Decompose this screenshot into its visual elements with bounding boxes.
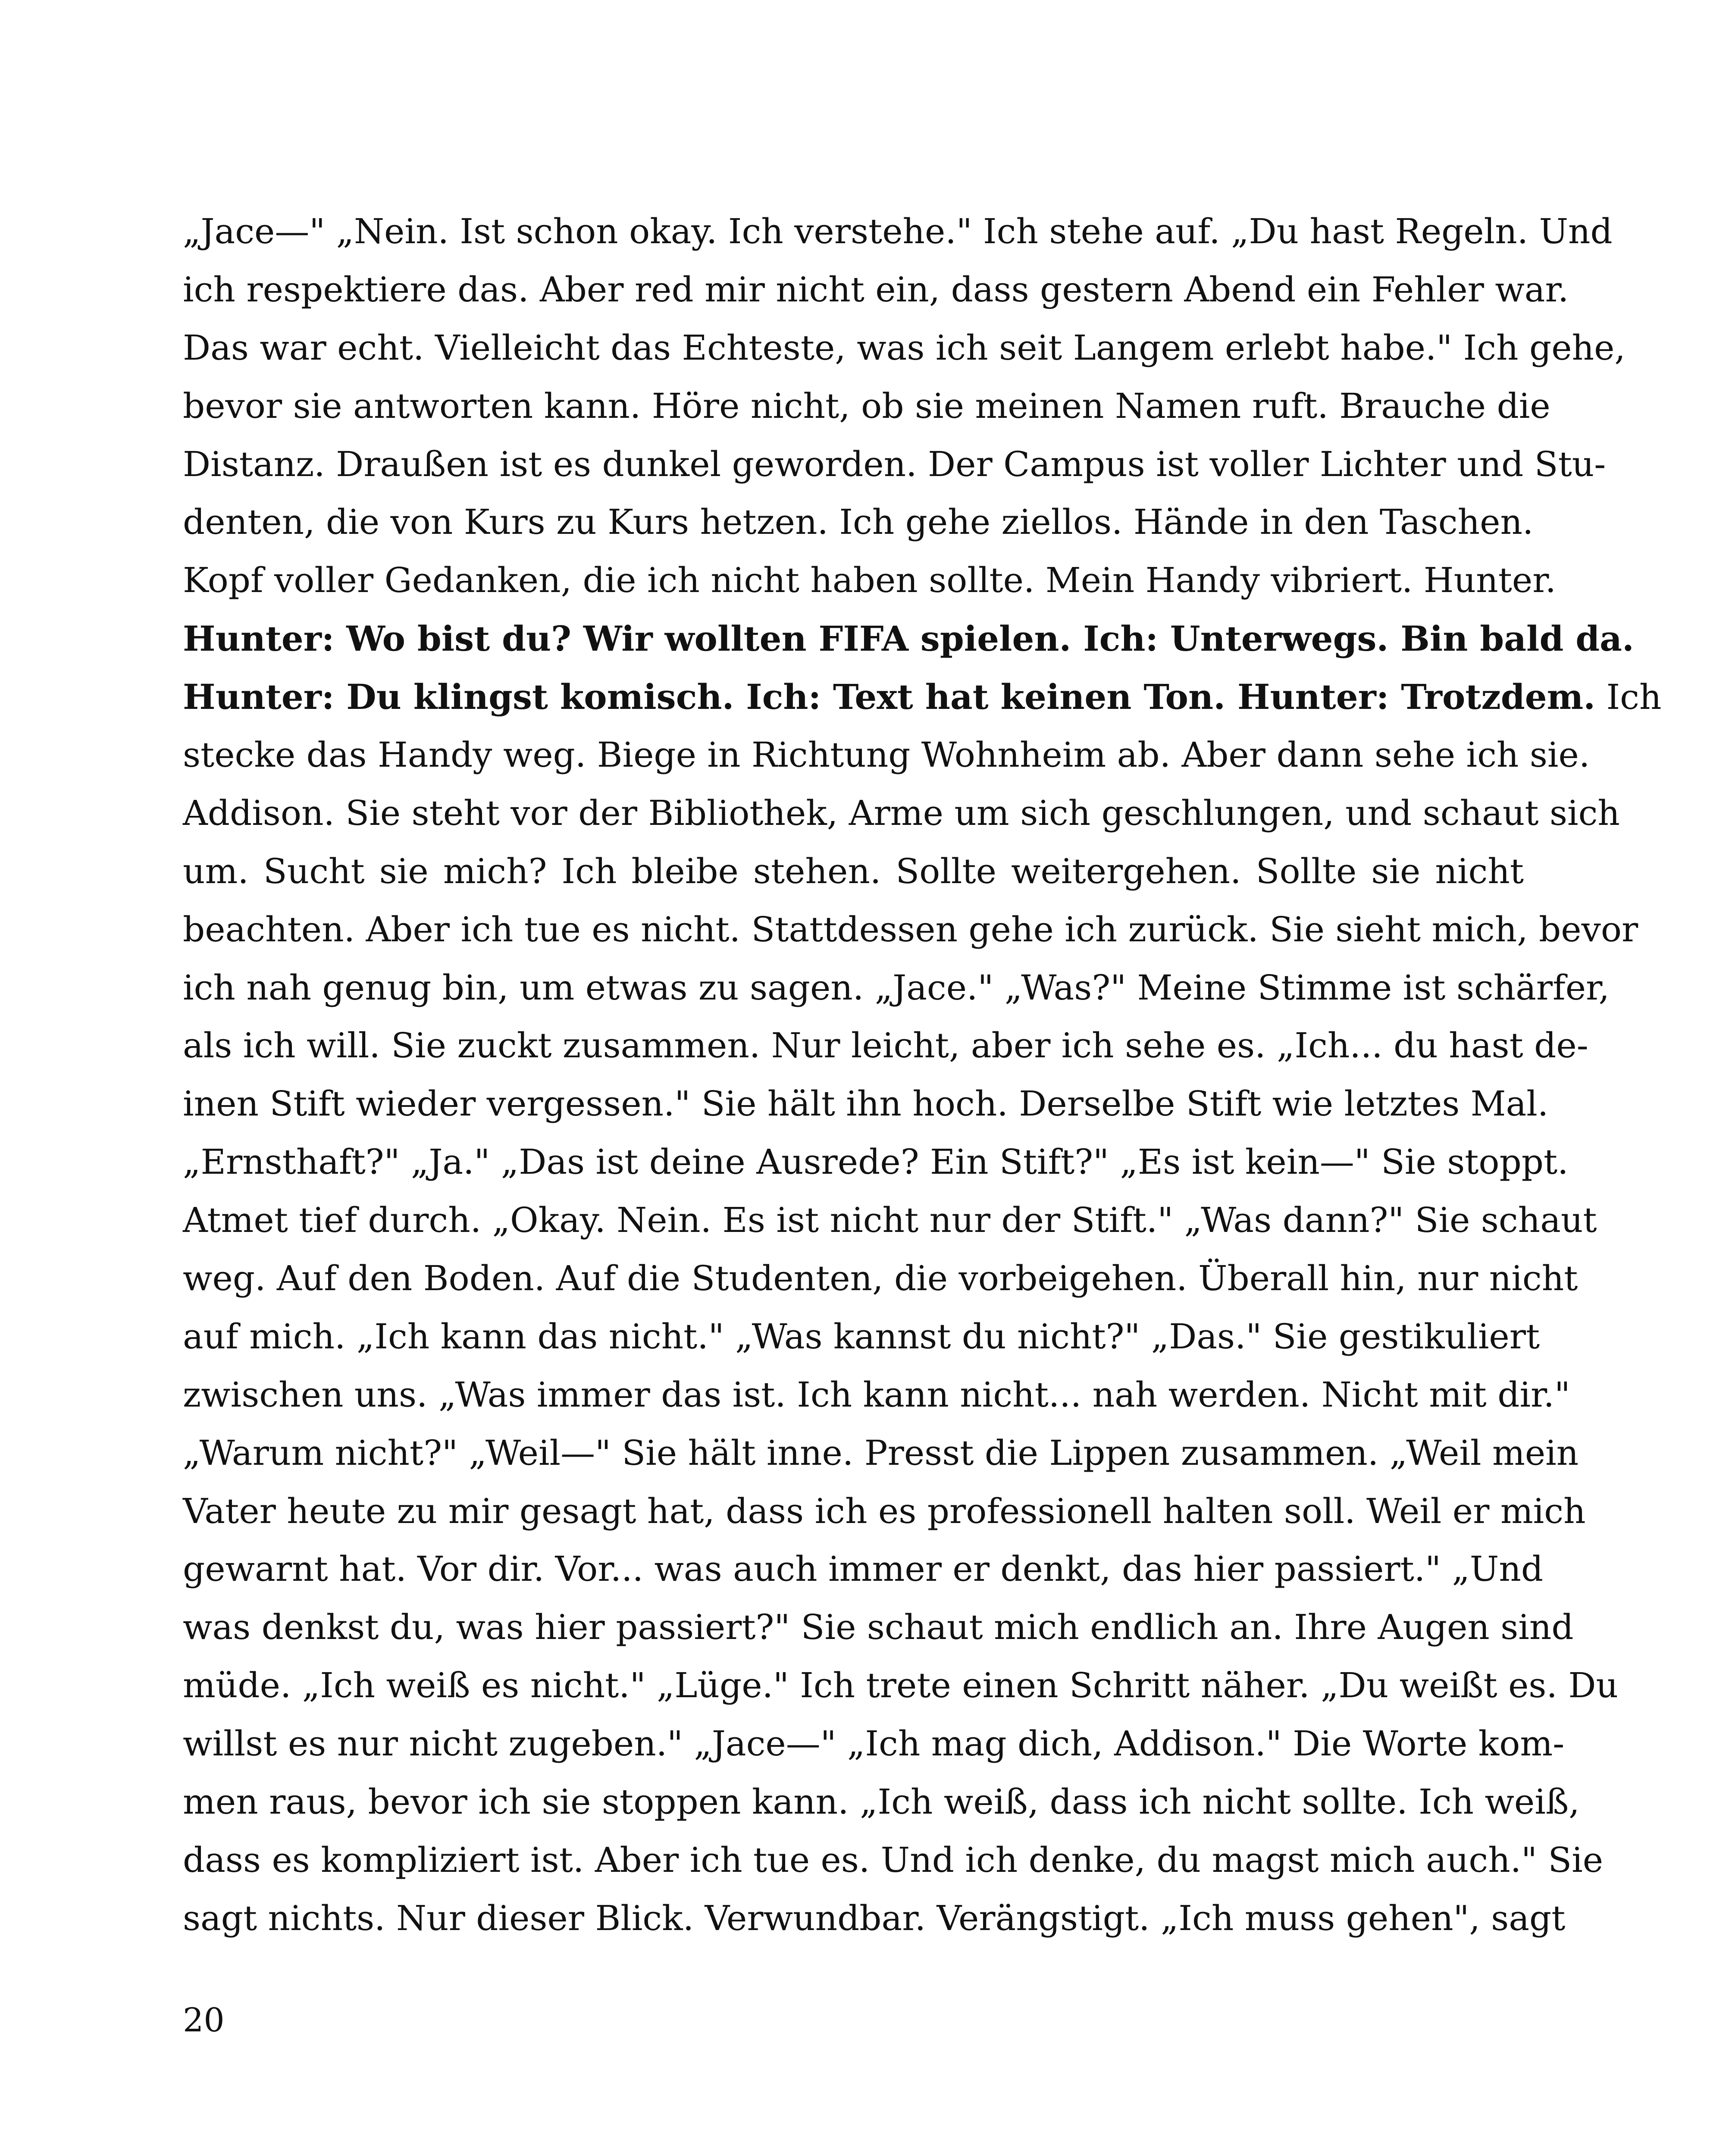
text-line: beachten. Aber ich tue es nicht. Stattdessen gehe ich zurück. Sie sieht mich, bevor	[183, 909, 1638, 950]
text-line: stecke das Handy weg. Biege in Richtung Wohnheim ab. Aber dann sehe ich sie.	[183, 735, 1590, 775]
text-message-line	[183, 668, 1662, 726]
text-line: als ich will. Sie zuckt zusammen. Nur leicht, aber ich sehe es. „Ich... du hast de-	[183, 1025, 1588, 1066]
text-line: „Jace—" „Nein. Ist schon okay. Ich verstehe." Ich stehe auf. „Du hast Regeln. Und	[183, 211, 1613, 251]
text-line: Atmet tief durch. „Okay. Nein. Es ist nicht nur der Stift." „Was dann?" Sie schaut	[183, 1200, 1597, 1241]
text-line: zwischen uns. „Was immer das ist. Ich kann nicht... nah werden. Nicht mit dir."	[183, 1374, 1570, 1415]
text-line: willst es nur nicht zugeben." „Jace—" „Ich mag dich, Addison." Die Worte kom-	[183, 1724, 1565, 1764]
text-line: um. Sucht sie mich? Ich bleibe stehen. Sollte weitergehen. Sollte sie nicht	[183, 851, 1524, 891]
text-line: bevor sie antworten kann. Höre nicht, ob sie meinen Namen ruft. Brauche die	[183, 385, 1550, 426]
text-line: ich nah genug bin, um etwas zu sagen. „Jace." „Was?" Meine Stimme ist schärfer,	[183, 967, 1610, 1008]
text-line: was denkst du, was hier passiert?" Sie schaut mich endlich an. Ihre Augen sind	[183, 1607, 1574, 1648]
text-line: ich respektiere das. Aber red mir nicht ein, dass gestern Abend ein Fehler war.	[183, 269, 1569, 310]
text-line: „Ernsthaft?" „Ja." „Das ist deine Ausrede? Ein Stift?" „Es ist kein—" Sie stoppt.	[183, 1142, 1569, 1182]
text-line: Distanz. Draußen ist es dunkel geworden. Der Campus ist voller Lichter und Stu-	[183, 444, 1606, 484]
page-number: 20	[183, 2001, 225, 2039]
text-line: weg. Auf den Boden. Auf die Studenten, die vorbeigehen. Überall hin, nur nicht	[183, 1258, 1578, 1299]
text-line: „Warum nicht?" „Weil—" Sie hält inne. Presst die Lippen zusammen. „Weil mein	[183, 1432, 1579, 1473]
text-line: Das war echt. Vielleicht das Echteste, was ich seit Langem erlebt habe." Ich gehe,	[183, 327, 1626, 368]
text-line: inen Stift wieder vergessen." Sie hält ihn hoch. Derselbe Stift wie letztes Mal.	[183, 1084, 1549, 1124]
body-text	[183, 203, 1662, 1948]
text-line: men raus, bevor ich sie stoppen kann. „Ich weiß, dass ich nicht sollte. Ich weiß,	[183, 1782, 1580, 1822]
text-line: müde. „Ich weiß es nicht." „Lüge." Ich trete einen Schritt näher. „Du weißt es. Du	[183, 1665, 1618, 1706]
text-message-line: Hunter: Wo bist du? Wir wollten FIFA spielen. Ich: Unterwegs. Bin bald da.	[183, 618, 1634, 659]
text-line: gewarnt hat. Vor dir. Vor... was auch immer er denkt, das hier passiert." „Und	[183, 1549, 1544, 1589]
text-line: auf mich. „Ich kann das nicht." „Was kannst du nicht?" „Das." Sie gestikuliert	[183, 1316, 1540, 1357]
text-line: dass es kompliziert ist. Aber ich tue es. Und ich denke, du magst mich auch." Sie	[183, 1839, 1604, 1880]
text-line: Addison. Sie steht vor der Bibliothek, Arme um sich geschlungen, und schaut sich	[183, 793, 1620, 833]
text-line: Kopf voller Gedanken, die ich nicht haben sollte. Mein Handy vibriert. Hunter.	[183, 560, 1557, 601]
text-line-tail: Ich	[1595, 677, 1662, 718]
text-message-bold: Hunter: Du klingst komisch. Ich: Text hat keinen Ton. Hunter: Trotzdem.	[183, 677, 1596, 718]
text-line: sagt nichts. Nur dieser Blick. Verwundbar. Verängstigt. „Ich muss gehen", sagt	[183, 1898, 1566, 1938]
text-line: Vater heute zu mir gesagt hat, dass ich es professionell halten soll. Weil er mich	[183, 1491, 1586, 1531]
text-line: denten, die von Kurs zu Kurs hetzen. Ich gehe ziellos. Hände in den Taschen.	[183, 502, 1534, 542]
